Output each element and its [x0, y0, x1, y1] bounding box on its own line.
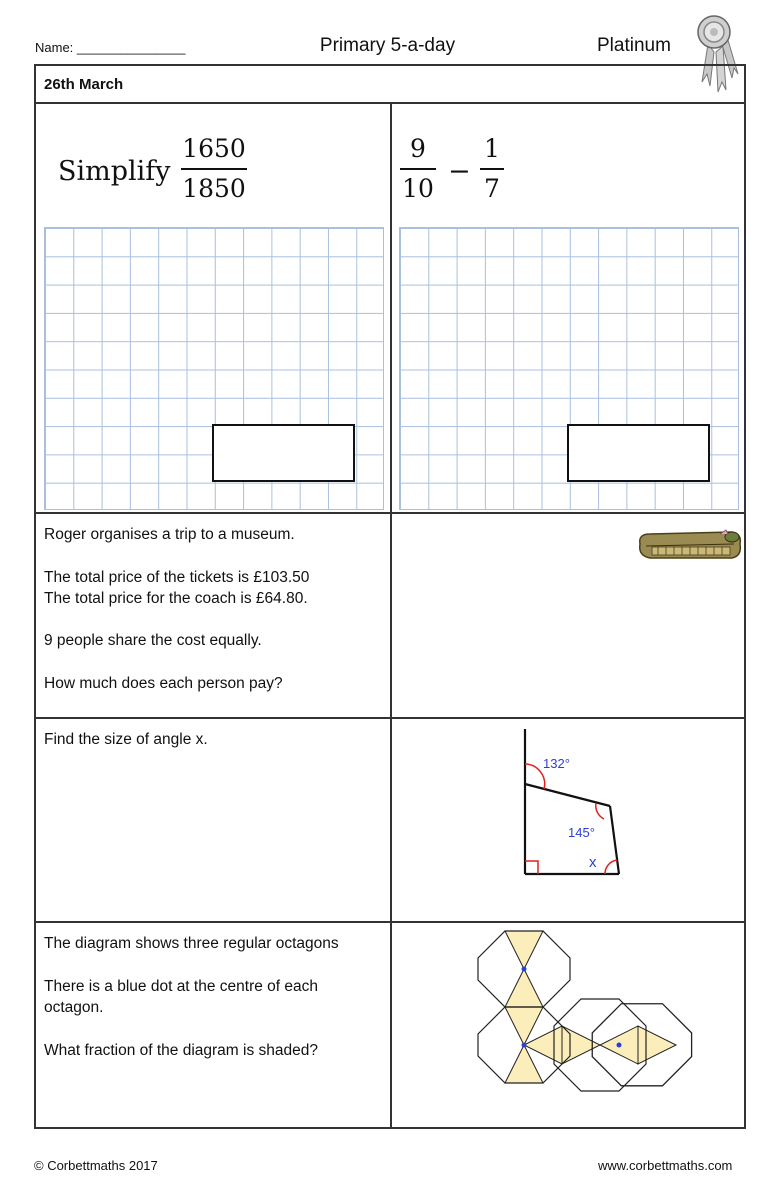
angle-label-132: 132°: [543, 756, 570, 771]
q1-denominator: 1850: [182, 174, 246, 203]
q5-line-2: There is a blue dot at the centre of each: [44, 978, 319, 995]
fraction-bar: [400, 168, 436, 170]
q2-answer-box[interactable]: [567, 424, 710, 482]
question-5-diagram-cell: [392, 923, 744, 1129]
q3-line-1: Roger organises a trip to a museum.: [44, 526, 295, 543]
question-1-cell: [36, 104, 390, 512]
question-3-answer-cell[interactable]: [392, 514, 744, 717]
question-3-cell: [36, 514, 390, 717]
q1-simplify-word: Simplify: [58, 156, 171, 187]
fraction-bar: [480, 168, 504, 170]
question-4-diagram-cell: [392, 719, 744, 921]
q4-text: Find the size of angle x.: [44, 731, 208, 748]
q2-b-numerator: 1: [484, 134, 500, 163]
copyright-text: © Corbettmaths 2017: [34, 1158, 158, 1173]
page-header: [0, 0, 775, 64]
q2-fraction-a: [400, 134, 436, 204]
q3-line-3: The total price for the coach is £64.80.: [44, 590, 308, 607]
q2-a-denominator: 10: [402, 174, 434, 203]
q5-line-4: What fraction of the diagram is shaded?: [44, 1042, 318, 1059]
q3-line-5: How much does each person pay?: [44, 675, 283, 692]
name-field-label: Name: _______________: [35, 40, 186, 55]
q3-line-4: 9 people share the cost equally.: [44, 632, 262, 649]
q3-line-2: The total price of the tickets is £103.50: [44, 569, 310, 586]
question-5-cell: [36, 923, 390, 1129]
date-label: 26th March: [44, 76, 124, 93]
centre-dot-top: [522, 967, 527, 972]
octagons-diagram: [392, 923, 744, 1129]
q5-line-1: The diagram shows three regular octagons: [44, 935, 339, 952]
centre-dot-right: [617, 1043, 622, 1048]
q2-fraction-b: [480, 134, 504, 204]
q5-line-3: octagon.: [44, 999, 104, 1016]
q1-answer-box[interactable]: [212, 424, 355, 482]
date-row: [36, 66, 744, 104]
sarcophagus-icon: [636, 526, 744, 562]
q2-b-denominator: 7: [484, 174, 500, 203]
q2-a-numerator: 9: [410, 134, 426, 163]
q1-numerator: 1650: [182, 134, 246, 163]
question-4-cell: [36, 719, 390, 921]
fraction-bar: [181, 168, 247, 170]
worksheet-title: Primary 5-a-day: [319, 35, 456, 56]
level-label: Platinum: [597, 35, 671, 56]
website-link[interactable]: www.corbettmaths.com: [598, 1158, 733, 1173]
q1-fraction: [181, 134, 247, 204]
angle-label-x: x: [589, 854, 597, 871]
quadrilateral-diagram: [392, 719, 744, 921]
q2-minus-sign: −: [448, 156, 471, 187]
centre-dot-bottom: [522, 1043, 527, 1048]
worksheet-frame: [34, 64, 746, 1129]
question-2-cell: [392, 104, 744, 512]
angle-label-145: 145°: [568, 825, 595, 840]
